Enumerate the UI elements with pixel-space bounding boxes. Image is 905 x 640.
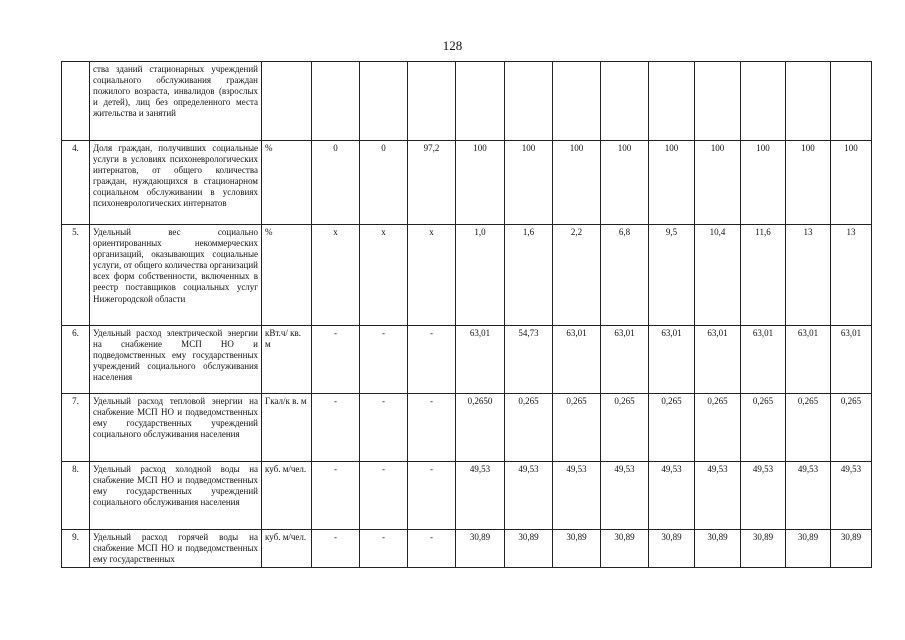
value-cell: 100: [741, 141, 786, 225]
value-cell: 100: [456, 141, 505, 225]
value-cell: 9,5: [649, 225, 695, 326]
value-cell: [601, 62, 649, 141]
value-cell: 49,53: [786, 462, 831, 530]
table-row: [62, 141, 872, 225]
table-row: [62, 530, 872, 568]
value-cell: 63,01: [649, 326, 695, 394]
value-cell: 0,265: [649, 394, 695, 462]
value-cell: 49,53: [505, 462, 553, 530]
indicator-description: Удельный расход тепловой энергии на снабжение МСП НО и подведомственных ему государственных учреждений социального обслуживания населения: [90, 394, 262, 462]
table-row: [62, 225, 872, 326]
value-cell: -: [360, 530, 408, 568]
value-cell: [695, 62, 741, 141]
value-cell: 54,73: [505, 326, 553, 394]
value-cell: -: [408, 326, 456, 394]
value-cell: 1,6: [505, 225, 553, 326]
value-cell: 30,89: [786, 530, 831, 568]
value-cell: -: [312, 530, 360, 568]
value-cell: [505, 62, 553, 141]
value-cell: 0,265: [601, 394, 649, 462]
value-cell: -: [408, 530, 456, 568]
table-row: [62, 462, 872, 530]
row-number: 7.: [62, 394, 90, 462]
table-row: [62, 62, 872, 141]
indicator-description: Удельный вес социально ориентированных некоммерческих организаций, оказывающих социальные услуги, от общего количества организаций всех форм собственности, включенных в реестр поставщиков социальных услуг Нижегородской области: [90, 225, 262, 326]
row-number: 5.: [62, 225, 90, 326]
value-cell: 100: [553, 141, 601, 225]
value-cell: 49,53: [741, 462, 786, 530]
value-cell: 100: [831, 141, 872, 225]
value-cell: х: [408, 225, 456, 326]
value-cell: 63,01: [601, 326, 649, 394]
value-cell: 100: [786, 141, 831, 225]
value-cell: 49,53: [695, 462, 741, 530]
value-cell: 0,265: [695, 394, 741, 462]
value-cell: 100: [649, 141, 695, 225]
value-cell: 30,89: [553, 530, 601, 568]
value-cell: 63,01: [831, 326, 872, 394]
unit-cell: %: [262, 225, 312, 326]
value-cell: 100: [601, 141, 649, 225]
value-cell: 49,53: [553, 462, 601, 530]
value-cell: 10,4: [695, 225, 741, 326]
row-number: 9.: [62, 530, 90, 568]
value-cell: -: [360, 394, 408, 462]
value-cell: 63,01: [456, 326, 505, 394]
value-cell: 0,265: [831, 394, 872, 462]
value-cell: 0,2650: [456, 394, 505, 462]
value-cell: 30,89: [456, 530, 505, 568]
indicator-description: Удельный расход горячей воды на снабжение МСП НО и подведомственных ему государственных: [90, 530, 262, 568]
value-cell: 1,0: [456, 225, 505, 326]
value-cell: 49,53: [649, 462, 695, 530]
value-cell: 63,01: [786, 326, 831, 394]
value-cell: 0: [360, 141, 408, 225]
value-cell: 2,2: [553, 225, 601, 326]
value-cell: 63,01: [553, 326, 601, 394]
value-cell: [360, 62, 408, 141]
value-cell: 0,265: [786, 394, 831, 462]
value-cell: -: [360, 326, 408, 394]
value-cell: 100: [505, 141, 553, 225]
indicators-table: [61, 61, 872, 568]
unit-cell: [262, 62, 312, 141]
value-cell: 63,01: [741, 326, 786, 394]
value-cell: 30,89: [505, 530, 553, 568]
row-number: 8.: [62, 462, 90, 530]
indicator-description: ства зданий стационарных учреждений социального обслуживания граждан пожилого возраста, инвалидов (взрослых и детей), лиц без определенного места жительства и занятий: [90, 62, 262, 141]
value-cell: [649, 62, 695, 141]
value-cell: х: [360, 225, 408, 326]
value-cell: [312, 62, 360, 141]
value-cell: 0: [312, 141, 360, 225]
indicator-description: Удельный расход холодной воды на снабжение МСП НО и подведомственных ему государственных учреждений социального обслуживания населения: [90, 462, 262, 530]
value-cell: 13: [831, 225, 872, 326]
value-cell: 0,265: [553, 394, 601, 462]
indicator-description: Доля граждан, получивших социальные услуги в условиях психоневрологических интернатов, от общего количества граждан, нуждающихся в стационарном социальном обслуживании в условиях психоневрологических интернатов: [90, 141, 262, 225]
row-number: 6.: [62, 326, 90, 394]
table-row: [62, 326, 872, 394]
unit-cell: куб. м/чел.: [262, 462, 312, 530]
unit-cell: кВт.ч/ кв. м: [262, 326, 312, 394]
value-cell: -: [360, 462, 408, 530]
row-number: [62, 62, 90, 141]
value-cell: 30,89: [601, 530, 649, 568]
value-cell: 49,53: [601, 462, 649, 530]
indicator-description: Удельный расход электрической энергии на снабжение МСП НО и подведомственных ему государственных учреждений социального обслуживания населения: [90, 326, 262, 394]
value-cell: 49,53: [831, 462, 872, 530]
value-cell: 11,6: [741, 225, 786, 326]
value-cell: [831, 62, 872, 141]
value-cell: х: [312, 225, 360, 326]
value-cell: 0,265: [741, 394, 786, 462]
value-cell: -: [408, 394, 456, 462]
value-cell: -: [312, 326, 360, 394]
value-cell: 100: [695, 141, 741, 225]
unit-cell: Гкал/к в. м: [262, 394, 312, 462]
value-cell: 30,89: [741, 530, 786, 568]
value-cell: 97,2: [408, 141, 456, 225]
value-cell: 30,89: [649, 530, 695, 568]
value-cell: [456, 62, 505, 141]
table-body: [62, 62, 872, 568]
value-cell: 49,53: [456, 462, 505, 530]
value-cell: [786, 62, 831, 141]
unit-cell: %: [262, 141, 312, 225]
value-cell: -: [408, 462, 456, 530]
value-cell: 30,89: [695, 530, 741, 568]
value-cell: -: [312, 462, 360, 530]
value-cell: [553, 62, 601, 141]
value-cell: [741, 62, 786, 141]
row-number: 4.: [62, 141, 90, 225]
value-cell: 0,265: [505, 394, 553, 462]
value-cell: [408, 62, 456, 141]
value-cell: 30,89: [831, 530, 872, 568]
value-cell: 13: [786, 225, 831, 326]
value-cell: -: [312, 394, 360, 462]
table-row: [62, 394, 872, 462]
value-cell: 6,8: [601, 225, 649, 326]
page-number: 128: [442, 38, 463, 53]
value-cell: 63,01: [695, 326, 741, 394]
unit-cell: куб. м/чел.: [262, 530, 312, 568]
